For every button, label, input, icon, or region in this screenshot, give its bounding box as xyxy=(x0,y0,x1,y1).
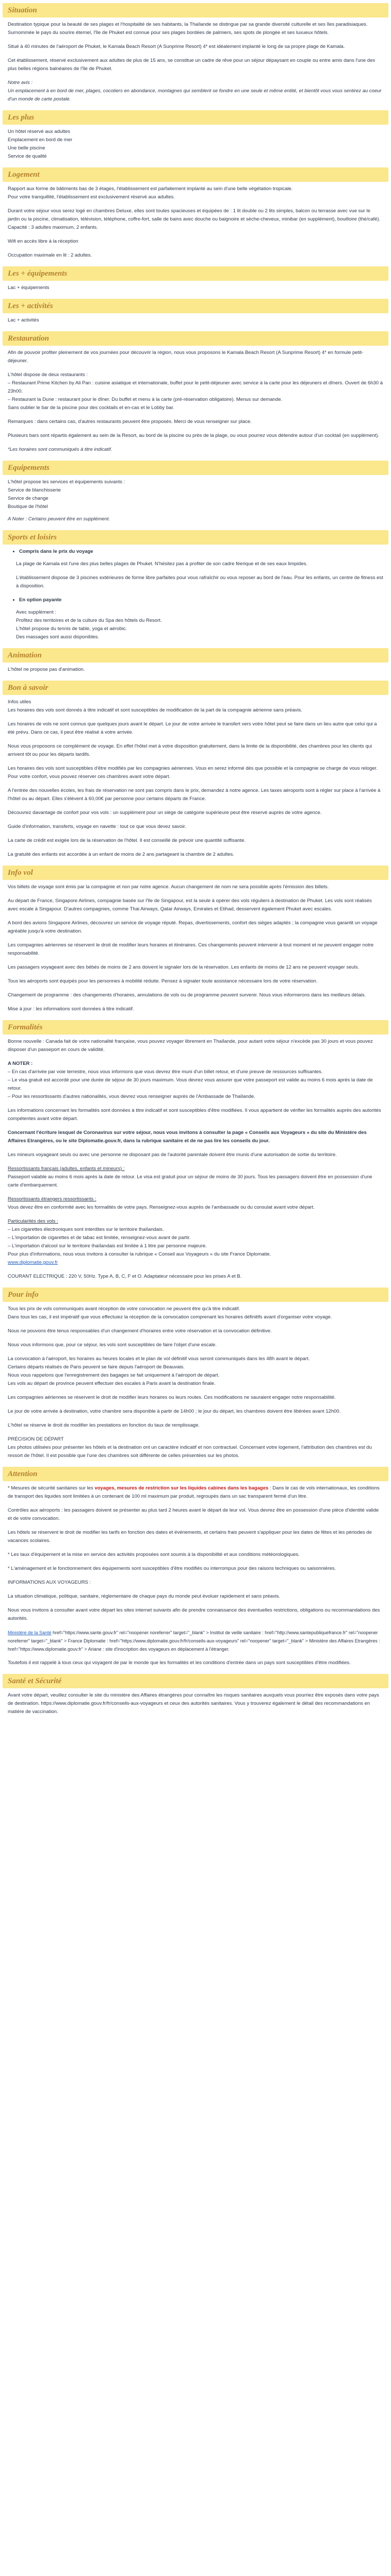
logement-text-3: Durant votre séjour vous serez logé en chambres Deluxe, elles sont toutes spacieuses et équipées de : 1 lit double ou 2 lits simples, balcon ou terrasse avec vue sur le jardin ou la piscine, climatisation, télévision, téléphone, coffre-fort, salle de bains avec douche ou baignoire et sèche-cheveux, minibar (en supplément), bouilloire (thé/café). xyxy=(8,208,381,222)
section-title-info-vol: Info vol xyxy=(3,866,388,880)
activites-section xyxy=(3,316,388,325)
sports-included-block xyxy=(16,560,383,590)
sports-paid-text-1: Avec supplément : xyxy=(16,609,56,615)
formalites-fr-label: Ressortissants français (adultes, enfants et mineurs) : xyxy=(8,1166,125,1172)
bon-a-savoir-text-9: La carte de crédit est exigée lors de la réservation de l'hôtel. Il est conseillé de prévoir une quantité suffisante. xyxy=(8,838,246,843)
attention-text-3: Les hôtels se réservent le droit de modifier les tarifs en fonction des dates et événements, et certains frais peuvent s'appliquer pour les dates de fêtes et les périodes de vacances scolaires. xyxy=(8,1530,372,1544)
attention-highlight: voyages, mesures de restriction sur les liquides cabines dans les bagages xyxy=(94,1485,269,1491)
pour-info-text-4: Nous vous informons que, pour ce séjour, les vols sont susceptibles de faire l'objet d'une escale. xyxy=(8,1342,217,1348)
restauration-text-2: L'hôtel dispose de deux restaurants : xyxy=(8,372,88,378)
sports-paid-block xyxy=(16,608,383,641)
section-title-animation: Animation xyxy=(3,648,388,663)
formalites-text-15: – L'importation de cigarettes et de tabac est limitée, renseignez-vous avant de partir. xyxy=(8,1235,191,1241)
info-vol-text-5: Les passagers voyageant avec des bébés de moins de 2 ans doivent le signaler lors de la réservation. Les enfants de moins de 12 ans ne peuvent voyager seuls. xyxy=(8,964,360,970)
situation-text-2: Situé à 40 minutes de l'aéroport de Phuket, le Kamala Beach Resort (A Sunprime Resort) 4* est idéalement implanté le long de sa propre plage de Kamala. xyxy=(8,44,345,49)
equipements-section xyxy=(3,284,388,292)
sports-included-text-2: L'établissement dispose de 3 piscines extérieures de forme libre parfaites pour vous rafraîchir ou vous reposer au bord de l'eau. Pour les enfants, un centre de fitness est à disposition. xyxy=(16,575,383,589)
restauration-section xyxy=(3,349,388,454)
formalites-text-17: Pour plus d'informations, nous vous invitons à consulter la rubrique « Conseil aux Voyageurs » du site France Diplomatie. xyxy=(8,1251,271,1257)
section-title-logement: Logement xyxy=(3,167,388,182)
section-title-pour-info: Pour info xyxy=(3,1287,388,1302)
formalites-text-1: Bonne nouvelle : Canada fait de votre nationalité française, vous pouvez voyager librement en Thaïlande, pour autant votre séjour n'excède pas 30 jours et vous pouvez disposer d'un passeport en cours de validité. xyxy=(8,1039,373,1053)
hotel-equipements-item: Boutique de l'hôtel xyxy=(8,504,48,510)
logement-text-1: Rapport aux forme de bâtiments bas de 3 étages, l'établissement est parfaitement implanté au sein d'une belle végétation tropicale. xyxy=(8,186,293,192)
pour-info-section xyxy=(3,1305,388,1460)
hotel-equipements-item: Service de change xyxy=(8,496,48,501)
pour-info-text-1: Tous les prix de vols communiqués avant réception de votre convocation ne peuvent être qu'à titre indicatif. xyxy=(8,1306,240,1312)
bon-a-savoir-text-3: Les horaires de vols ne sont connus que quelques jours avant le départ. Le jour de votre arrivée le transfert vers votre hôtel peut se faire dans un lieu autre que celui qui a été prévu. Dans ce cas, il peut être réalisé à votre arrivée. xyxy=(8,721,377,735)
pour-info-text-2: Dans tous les cas, il est impératif que vous effectuiez la réception de la convocation comprenant les horaires définitifs avant d'organiser votre voyage. xyxy=(8,1314,332,1320)
formalites-section xyxy=(3,1038,388,1281)
attention-text-1-suffix: : Dans le cas de vols internationaux, les conditions de transport des liquides sont limitées à un contenant de 100 ml maximum par produit, regroupés dans un sac transparent fermé d'un litre. xyxy=(8,1485,380,1499)
formalites-particularities-label: Particularités des vols : xyxy=(8,1218,58,1224)
hotel-equipements-section xyxy=(3,478,388,523)
restauration-text-1: Afin de pouvoir profiter pleinement de vos journées pour découvrir la région, nous vous proposons le Kamala Beach Resort (A Sunprime Resort) 4* en formule petit-déjeuner. xyxy=(8,350,364,364)
hotel-equipements-intro: L'hôtel propose les services et équipements suivants : xyxy=(8,479,125,485)
formalites-text-3: – En cas d'arrivée par voie terrestre, nous vous informons que vous devrez être muni d'un billet retour, et d'une preuve de ressources suffisantes. xyxy=(8,1069,323,1075)
formalites-electric: COURANT ELECTRIQUE : 220 V, 50Hz. Type A, B, C, F et O. Adaptateur nécessaire pour les prises A et B. xyxy=(8,1274,242,1279)
sports-section xyxy=(3,548,388,641)
formalites-text-14: – Les cigarettes électroniques sont interdites sur le territoire thaïlandais. xyxy=(8,1227,164,1232)
hotel-equipements-note: A Noter : Certains peuvent être en supplément. xyxy=(8,516,110,522)
info-vol-text-4: Les compagnies aériennes se réservent le droit de modifier leurs horaires et itinéraires. Ces changements peuvent intervenir à tout moment et ne peuvent engager notre responsabilité. xyxy=(8,942,374,956)
pour-info-text-10: Le jour de votre arrivée à destination, votre chambre sera disponible à partir de 14h00 ; le jour du départ, les chambres doivent être libérées avant 12h00. xyxy=(8,1409,341,1414)
hotel-equipements-item: Service de blanchisserie xyxy=(8,487,61,493)
attention-text-1 xyxy=(8,1484,383,1501)
formalites-text-10: Passeport valable au moins 6 mois après la date de retour. Le visa est gratuit pour un séjour de moins de 30 jours. Tous les passagers doivent être en possession d'une carte d'embarquement. xyxy=(8,1174,372,1188)
info-vol-text-3: A bord des avions Singapore Airlines, découvrez un service de voyage réputé. Repas, divertissements, confort des sièges adaptés ; la compagnie vous garantit un voyage agréable jusqu'à votre destination. xyxy=(8,920,378,934)
pour-info-text-13: Les photos utilisées pour présenter les hôtels et la destination ont un caractère indicatif et non contractuel. Concernant votre logement, l'attribution des chambres est du ressort de l'hôtel. Il est possible que l'une des chambres soit différente de celles présentées sur les photos. xyxy=(8,1445,372,1459)
plus-item: Service de qualité xyxy=(8,154,47,159)
logement-occupancy: Occupation maximale en lit : 2 adultes. xyxy=(8,252,92,258)
formalites-text-4: – Le visa gratuit est accordé pour une durée de séjour de 30 jours maximum. Vous devrez vous assurer que votre passeport est valide au moins 6 mois après la date de retour. xyxy=(8,1077,373,1091)
attention-text-2: Contrôles aux aéroports : les passagers doivent se présenter au plus tard 2 heures avant le départ de leur vol. Vous devrez être en possession d'une pièce d'identité valide et de votre convocation. xyxy=(8,1507,379,1521)
attention-text-7: Nous vous invitons à consulter avant votre départ les sites internet suivants afin de prendre connaissance des éventuelles restrictions, obligations ou recommandations des autorités. xyxy=(8,1607,380,1621)
section-title-attention: Attention xyxy=(3,1467,388,1481)
sports-included-title: • Compris dans le prix du voyage xyxy=(19,548,383,556)
formalites-text-12: Vous devez être en conformité avec les formalités de votre pays. Renseignez-vous auprès de l'ambassade ou du consulat avant votre départ. xyxy=(8,1205,315,1210)
situation-opinion-label: Notre avis : xyxy=(8,80,33,86)
sante-section xyxy=(3,1691,388,1716)
attention-text-6: La situation climatique, politique, sanitaire, réglementaire de chaque pays du monde peut évoluer rapidement et sans préavis. xyxy=(8,1594,281,1599)
attention-section xyxy=(3,1484,388,1667)
sports-paid-text-2: Profitez des territoires et de la culture du Spa des hôtels du Resort. xyxy=(16,618,162,623)
equipements-item: Lac + équipements xyxy=(8,285,50,291)
attention-text-9: Toutefois il est rappelé à tous ceux qui voyagent de par le monde que les formalités et les conditions d'entrée dans un pays sont susceptibles d'être modifiées. xyxy=(8,1660,351,1666)
formalites-text-8: Les mineurs voyageant seuls ou avec une personne ne disposant pas de l'autorité parentale doivent être munis d'une autorisation de sortie du territoire. xyxy=(8,1152,337,1158)
section-title-situation: Situation xyxy=(3,3,388,18)
bon-a-savoir-text-8: Guide d'information, transferts, voyage en navette : tout ce que vous devez savoir. xyxy=(8,824,186,829)
animation-text: L'hôtel ne propose pas d'animation. xyxy=(8,667,85,672)
formalites-covid-text: Concernant l'écriture lesquel de Coronavirus sur votre séjour, nous vous invitons à consulter la page « Conseils aux Voyageurs » du site du Ministère des Affaires Etrangères, ou le site Diplomatie.gouv.fr, dans la rubrique sanitaire et de ne pas lire les conseils du jour. xyxy=(8,1130,367,1144)
attention-links-text xyxy=(8,1629,383,1653)
pour-info-text-5: La convocation à l'aéroport, les horaires au heures locales et le plan de vol définitif vous seront communiqués dans les 48h avant le départ. xyxy=(8,1356,310,1362)
bon-a-savoir-text-5: Les horaires des vols sont susceptibles d'être modifiés par les compagnies aériennes. Vous en serez informé dès que possible et la compagnie se charge de vous reloger. Pour votre confort, vous pouvez réserver ces chambres avant votre départ. xyxy=(8,766,378,779)
ministere-sante-link[interactable]: Ministère de la Santé xyxy=(8,1630,52,1635)
info-vol-text-2: Au départ de France, Singapore Airlines, compagnie basée sur l'île de Singapour, est la seule à opérer des vols réguliers à destination de Phuket. Les vols sont réalisés avec escale à Singapour. D'autres compagnies, comme Thai Airways, Qatar Airways, Emirates et Etihad, desservent également Phuket avec escales. xyxy=(8,898,372,912)
plus-item: Une belle piscine xyxy=(8,145,45,151)
sports-paid-text-4: Des massages sont aussi disponibles. xyxy=(16,634,100,640)
attention-text-5: * L'aménagement et le fonctionnement des équipements sont susceptibles d'être modifiés ou interrompus pour des raisons techniques ou saisonnières. xyxy=(8,1566,336,1571)
section-title-restauration: Restauration xyxy=(3,331,388,346)
restauration-text-6: Remarques : dans certains cas, d'autres restaurants peuvent être proposés. Merci de vous renseigner sur place. xyxy=(8,419,252,425)
plus-item: Emplacement en bord de mer xyxy=(8,137,73,143)
info-vol-section xyxy=(3,883,388,1013)
attention-info-title: INFORMATIONS AUX VOYAGEURS : xyxy=(8,1580,91,1585)
attention-links-code: href="https://www.sante.gouv.fr" rel="noopener noreferrer" target="_blank" > Institut de veille sanitaire : href="http://www.santepubliquefrance.fr" rel="noopener noreferrer" target="_blank" > France Diplomatie : href="https://www.diplomatie.gouv.fr/fr/conseils-aux-voyageurs" rel="noopener" target="_blank" > Ministère des Affaires Etrangères : href="https://www.diplomatie.gouv.fr" > Ariane : site d'inscription des voyageurs en déplacement à l'étranger. xyxy=(8,1630,380,1652)
logement-wifi: Wifi en accès libre à la réception xyxy=(8,239,78,244)
bon-a-savoir-text-2: Les horaires des vols sont donnés à titre indicatif et sont susceptibles de modification de la part de la compagnie aérienne sans préavis. xyxy=(8,707,302,713)
section-title-bon-a-savoir: Bon à savoir xyxy=(3,681,388,695)
bon-a-savoir-text-6: A l'entrée des nouvelles écoles, les frais de réservation ne sont pas compris dans le prix, demandez à notre agence. Les taxes aéroports sont à régler sur place à l'arrivée à l'hôtel ou au départ. Elles s'élèvent à 60,00€ par personne pour certains départs de France. xyxy=(8,788,381,802)
pour-info-text-11: L'hôtel se réserve le droit de modifier les prestations en fonction du taux de remplissage. xyxy=(8,1422,200,1428)
pour-info-text-3: Nous ne pouvons être tenus responsables d'un changement d'horaires entre votre réservation et la convocation définitive. xyxy=(8,1328,272,1334)
section-title-sante: Santé et Sécurité xyxy=(3,1674,388,1688)
section-title-plus: Les plus xyxy=(3,110,388,125)
sports-included-text-1: La plage de Kamala est l'une des plus belles plages de Phuket. N'hésitez pas à profiter de son cadre féerique et de ses eaux limpides. xyxy=(16,561,308,567)
restauration-text-7: Plusieurs bars sont répartis également au sein de la Resort, au bord de la piscine ou près de la plage, ou vous pourrez vous détendre autour d'un cocktail (en supplément). xyxy=(8,433,380,438)
pour-info-text-9: Les compagnies aériennes se réservent le droit de modifier leurs horaires ou leurs routes. Ces modifications ne sauraient engager notre responsabilité. xyxy=(8,1395,336,1400)
info-vol-text-1: Vos billets de voyage sont émis par la compagnie et non par notre agence. Aucun changement de nom ne sera possible après l'émission des billets. xyxy=(8,884,329,890)
sports-list xyxy=(8,548,383,556)
animation-section xyxy=(3,666,388,674)
sports-paid-text-3: L'hôtel propose du tennis de table, yoga et aérobic. xyxy=(16,626,127,632)
restauration-text-5: Sans oublier le bar de la piscine pour des cocktails et en-cas et le Lobby bar. xyxy=(8,405,174,411)
activites-item: Lac + activités xyxy=(8,317,39,323)
formalites-text-6: Les informations concernant les formalités sont données à titre indicatif et sont susceptibles d'être modifiées. Il vous appartient de vérifier les formalités auprès des autorités compétentes avant votre départ. xyxy=(8,1108,381,1122)
plus-section xyxy=(3,128,388,161)
formalites-foreign-label: Ressortissants étrangers ressortissants : xyxy=(8,1196,96,1202)
formalites-text-16: – L'importation d'alcool sur le territoire thaïlandais est limitée à 1 litre par personne majeure. xyxy=(8,1243,207,1249)
pour-info-text-7: Nous vous rappelons que l'enregistrement des bagages se fait uniquement à l'aéroport de départ. xyxy=(8,1372,220,1378)
section-title-formalites: Formalités xyxy=(3,1020,388,1035)
formalites-text-5: – Pour les ressortissants d'autres nationalités, vous devrez vous renseigner auprès de l'Ambassade de Thaïlande. xyxy=(8,1094,255,1099)
section-title-sports: Sports et loisirs xyxy=(3,530,388,545)
plus-item: Un hôtel réservé aux adultes xyxy=(8,129,70,134)
attention-text-1-prefix: * Mesures de sécurité sanitaires sur les xyxy=(8,1485,95,1491)
section-title-hotel-equipements: Equipements xyxy=(3,461,388,475)
bon-a-savoir-text-7: Découvrez davantage de confort pour vos vols : un supplément pour un siège de catégorie supérieure peut être réservé auprès de votre agence. xyxy=(8,810,322,816)
bon-a-savoir-section xyxy=(3,698,388,859)
logement-capacity: Capacité : 3 adultes maximum, 2 enfants. xyxy=(8,225,98,230)
bon-a-savoir-label: Infos utiles xyxy=(8,699,31,705)
restauration-note: *Les horaires sont communiqués à titre indicatif. xyxy=(8,447,112,452)
sports-paid-title: • En option payante xyxy=(19,596,383,604)
situation-text-3: Cet établissement, réservé exclusivement aux adultes de plus de 15 ans, se constitue un cadre de rêve pour un séjour dépaysant en couple ou entre amis dans l'une des plus belles régions balnéaires de l'île de Phuket. xyxy=(8,58,376,72)
situation-section xyxy=(3,21,388,104)
restauration-text-4: – Restaurant la Dune : restaurant pour le dîner. Du buffet et menu à la carte (pré-réservation obligatoire). Menus sur demande. xyxy=(8,397,283,402)
restauration-text-3: – Restaurant Prime Kitchen by Ali Pan : cuisine asiatique et internationale, buffet pour le petit-déjeuner avec service à la carte pour les déjeuners et dîners. Ouvert de 6h30 à 23h00. xyxy=(8,380,383,394)
bon-a-savoir-text-4: Nous vous proposons ce complément de voyage. En effet l'hôtel met à votre disposition gratuitement, dans la limite de la disponibilité, des chambres pour les clients qui arrivent tôt ou pour les départs tardifs. xyxy=(8,743,372,757)
logement-section xyxy=(3,185,388,260)
situation-text-1: Destination typique pour la beauté de ses plages et l'hospitalité de ses habitants, la Thaïlande se distingue par sa grande diversité culturelle et ses îles paradisiaques. Surnommée le pays du sourire éternel, l'île de Phuket est connue pour ses plages bordées de palmiers, ses spots de plongée et ses luxueux hôtels. xyxy=(8,22,368,36)
info-vol-text-8: Mise à jour : les informations sont données à titre indicatif. xyxy=(8,1006,134,1012)
attention-text-4: * Les taux d'équipement et la mise en service des activités proposées sont soumis à la disponibilité et aux conditions météorologiques. xyxy=(8,1552,300,1557)
logement-text-2: Pour votre tranquillité, l'établissement est exclusivement réservé aux adultes. xyxy=(8,194,175,200)
bon-a-savoir-text-10: La gratuité des enfants est accordée à un enfant de moins de 2 ans partageant la chambre de 2 adultes. xyxy=(8,852,234,857)
formalites-note-label: A NOTER : xyxy=(8,1061,33,1066)
pour-info-text-6: Certains départs réalisés de Paris peuvent se faire depuis l'aéroport de Beauvais. xyxy=(8,1364,185,1370)
section-title-equipements: Les + équipements xyxy=(3,266,388,281)
info-vol-text-6: Tous les aéroports sont équipés pour les personnes à mobilité réduite. Pensez à signaler toute assistance nécessaire lors de votre réservation. xyxy=(8,978,318,984)
sante-text: Avant votre départ, veuillez consulter le site du ministère des Affaires étrangères pour connaître les risques sanitaires auxquels vous pourriez être exposés dans votre pays de destination. https://www.diplomatie.gouv.fr/fr/conseils-aux-voyageurs et ceux des autorités sanitaires. Vous y trouverez également le détail des recommandations en matière de vaccination. xyxy=(8,1692,379,1715)
sports-paid-list xyxy=(8,596,383,604)
diplomatie-link[interactable]: www.diplomatie.gouv.fr xyxy=(8,1260,58,1265)
pour-info-precision-label: PRÉCISION DE DÉPART xyxy=(8,1436,64,1442)
situation-opinion-text: Un emplacement à en bord de mer, plages, cocotiers en abondance, montagnes qui semblent se fondre en une seule et même entité, et bientôt vous vous sentirez au coeur d'un monde de carte postale. xyxy=(8,88,382,102)
section-title-activites: Les + activités xyxy=(3,299,388,313)
pour-info-text-8: Les vols au départ de province peuvent effectuer des escales à Paris avant la destination finale. xyxy=(8,1381,216,1386)
info-vol-text-7: Changement de programme : des changements d'horaires, annulations de vols ou de programme peuvent survenir. Nous vous informerons dans les meilleurs délais. xyxy=(8,992,366,998)
